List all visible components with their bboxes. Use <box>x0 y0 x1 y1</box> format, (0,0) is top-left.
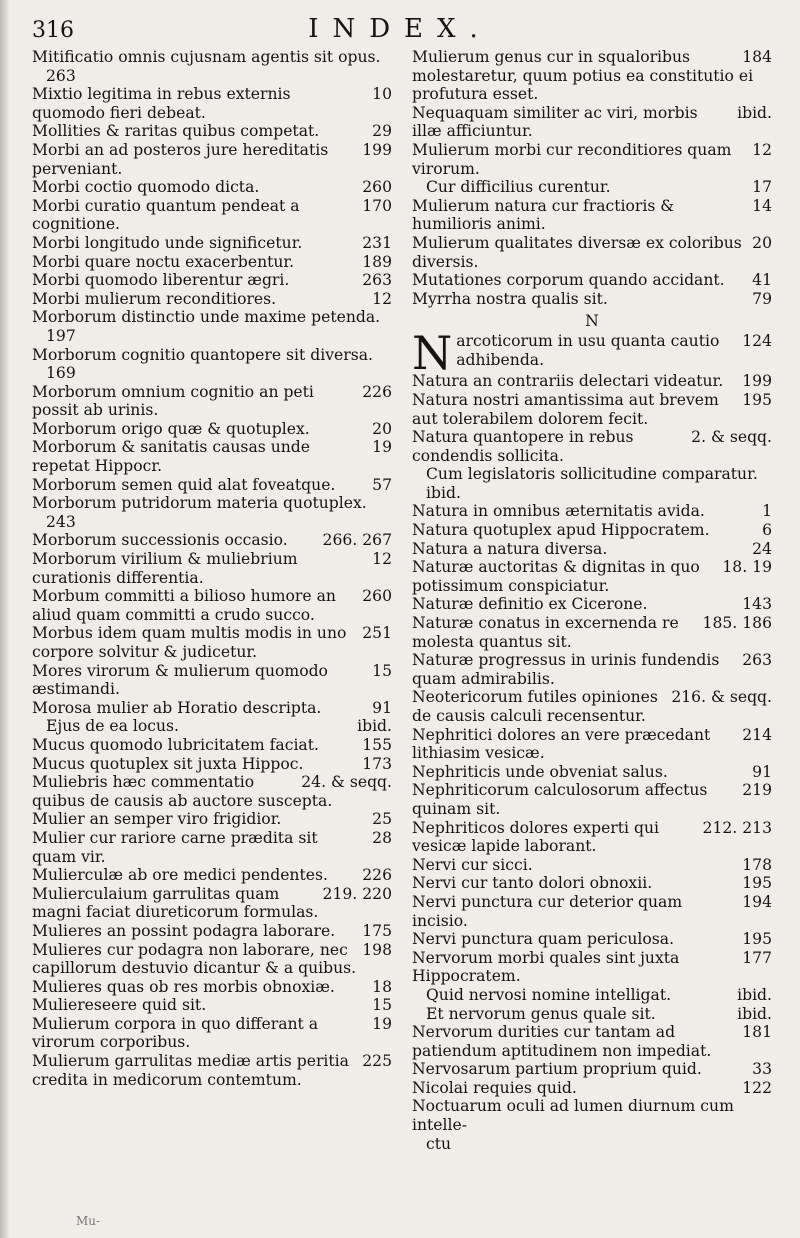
index-entry <box>412 521 772 540</box>
index-entry <box>412 141 772 178</box>
entry-text: Mulieres an possint podagra laborare. <box>32 921 336 940</box>
entry-page-ref: 219 <box>742 781 772 800</box>
entry-text: Nervi punctura cur deterior quam incisio. <box>412 892 683 930</box>
entry-page-ref: 29 <box>372 122 392 141</box>
index-entry <box>412 234 772 271</box>
entry-page-ref: 195 <box>742 930 772 949</box>
index-entry <box>32 197 392 234</box>
entry-text: Morborum distinctio unde maxime petenda. <box>32 308 381 327</box>
entry-text: Mulierum morbi cur reconditiores quam virorum. <box>412 140 732 178</box>
entry-page-ref: 20 <box>752 233 772 252</box>
entry-page-ref: 216. & seqq. <box>671 688 772 707</box>
entry-text: ctu <box>426 1134 452 1153</box>
index-entry <box>32 829 392 866</box>
entry-text: Morborum cognitio quantopere sit diversa. <box>32 345 373 364</box>
entry-text: 197 <box>46 326 76 345</box>
entry-page-ref: 185. 186 <box>702 614 772 633</box>
entry-text: Morborum virilium & muliebrium curationis differentia. <box>32 550 298 587</box>
index-entry <box>412 372 772 391</box>
entry-text: Natura nostri amantissima aut brevem aut tolerabilem dolorem fecit. <box>412 390 719 428</box>
index-entry <box>32 699 392 718</box>
index-entry <box>412 595 772 614</box>
entry-text: Mucus quotuplex sit juxta Hippoc. <box>32 754 304 773</box>
index-entry <box>412 326 772 381</box>
index-entry <box>412 614 772 651</box>
entry-page-ref: 124 <box>742 332 772 351</box>
entry-text: Mulierculæ ab ore medici pendentes. <box>32 866 328 885</box>
index-entry <box>32 587 392 624</box>
index-entry <box>412 763 772 782</box>
entry-text: Mulierum genus cur in squaloribus molestaretur, quum potius ea constitutio ei profutura esset. <box>412 48 754 104</box>
entry-page-ref: 260 <box>362 587 392 606</box>
entry-page-ref: 24 <box>752 539 772 558</box>
entry-text: Morosa mulier ab Horatio descripta. <box>32 698 322 717</box>
entry-text: Mulier an semper viro frigidior. <box>32 810 282 829</box>
drop-cap-letter: N <box>412 326 453 381</box>
index-entry <box>412 688 772 725</box>
entry-page-ref: 155 <box>362 735 392 754</box>
entry-text: Myrrha nostra qualis sit. <box>412 289 608 308</box>
entry-text: Morbus idem quam multis modis in uno corpore solvitur & judicetur. <box>32 624 347 661</box>
entry-text: Nephriticorum calculosorum affectus quinam sit. <box>412 781 708 818</box>
index-entry <box>412 540 772 559</box>
entry-page-ref: 189 <box>362 252 392 271</box>
entry-text: Naturæ progressus in urinis fundendis quam admirabilis. <box>412 651 720 688</box>
index-entry <box>412 949 772 986</box>
page-gutter-shadow <box>0 0 10 1238</box>
index-entry <box>32 736 392 755</box>
index-entry <box>32 662 392 699</box>
entry-page-ref: 15 <box>372 661 392 680</box>
entry-text: Et nervorum genus quale sit. <box>426 1004 656 1023</box>
entry-page-ref: 57 <box>372 475 392 494</box>
entry-text: Morbi quare noctu exacerbentur. <box>32 252 295 271</box>
entry-page-ref: 41 <box>752 271 772 290</box>
entry-page-ref: 199 <box>742 372 772 391</box>
entry-text: Mucus quomodo lubricitatem faciat. <box>32 735 319 754</box>
index-entry <box>32 420 392 439</box>
index-entry <box>32 978 392 997</box>
index-entry <box>32 438 392 475</box>
entry-page-ref: 225 <box>362 1052 392 1071</box>
index-entry <box>32 48 392 67</box>
entry-text: Mutationes corporum quando accidant. <box>412 271 725 290</box>
entry-page-ref: 18 <box>372 977 392 996</box>
entry-text: Morborum omnium cognitio an peti possit ab urinis. <box>32 382 314 420</box>
entry-page-ref: ibid. <box>737 985 772 1004</box>
entry-page-ref: 251 <box>362 624 392 643</box>
entry-page-ref: 214 <box>742 725 772 744</box>
entry-page-ref: 25 <box>372 810 392 829</box>
entry-text: Mulier cur rariore carne prædita sit quam vir. <box>32 828 318 866</box>
entry-text: 169 <box>46 364 76 383</box>
index-entry <box>32 550 392 587</box>
entry-text: Quid nervosi nomine intelligat. <box>426 985 672 1004</box>
right-column-n-entries <box>412 326 772 1153</box>
entry-page-ref: 91 <box>752 762 772 781</box>
entry-text: Mulieres quas ob res morbis obnoxiæ. <box>32 977 335 996</box>
entry-text: Nephriticos dolores experti qui vesicæ lapide laborant. <box>412 818 659 856</box>
entry-text: Nephritici dolores an vere præcedant lithiasim vesicæ. <box>412 725 711 763</box>
entry-page-ref: 15 <box>372 996 392 1015</box>
entry-page-ref: 198 <box>362 940 392 959</box>
entry-page-ref: 195 <box>742 390 772 409</box>
entry-page-ref: 226 <box>362 866 392 885</box>
entry-text: Nervosarum partium proprium quid. <box>412 1060 702 1079</box>
index-entry <box>32 866 392 885</box>
entry-page-ref: 143 <box>742 595 772 614</box>
right-index-column <box>412 48 772 1153</box>
entry-page-ref: 17 <box>752 178 772 197</box>
index-entry <box>412 1060 772 1079</box>
right-column-m-entries <box>412 48 772 308</box>
index-entry <box>32 1052 392 1089</box>
entry-page-ref: 28 <box>372 828 392 847</box>
index-entry <box>412 819 772 856</box>
entry-page-ref: 199 <box>362 140 392 159</box>
entry-text: Morbi coctio quomodo dicta. <box>32 178 260 197</box>
entry-text: Muliereseere quid sit. <box>32 996 207 1015</box>
entry-text: Mulierculaium garrulitas quam magni faciat diureticorum formulas. <box>32 884 319 922</box>
index-entry <box>412 465 772 502</box>
entry-page-ref: ibid. <box>357 717 392 736</box>
entry-text: Muliebris hæc commentatio quibus de causis ab auctore suscepta. <box>32 773 333 810</box>
index-entry <box>32 922 392 941</box>
entry-page-ref: 263 <box>362 271 392 290</box>
entry-text: Nervi cur tanto dolori obnoxii. <box>412 874 653 893</box>
entry-page-ref: 2. & seqq. <box>691 428 772 447</box>
index-entry <box>32 308 392 327</box>
index-entry <box>32 141 392 178</box>
entry-page-ref: 177 <box>742 948 772 967</box>
index-entry <box>32 755 392 774</box>
catchword: Mu- <box>76 1214 101 1228</box>
entry-page-ref: 181 <box>742 1023 772 1042</box>
entry-text: Neotericorum futiles opiniones de causis calculi recensentur. <box>412 688 658 725</box>
entry-page-ref: 91 <box>372 698 392 717</box>
entry-page-ref: 194 <box>742 892 772 911</box>
entry-text: Morbi curatio quantum pendeat a cognitione. <box>32 196 300 234</box>
entry-text: Mulieres cur podagra non laborare, nec capillorum destuvio dicantur & a quibus. <box>32 940 357 978</box>
index-entry <box>32 383 392 420</box>
index-entry <box>412 651 772 688</box>
entry-text: Naturæ definitio ex Cicerone. <box>412 595 648 614</box>
entry-text: Naturæ conatus in excernenda re molesta quantus sit. <box>412 614 679 651</box>
index-entry <box>412 558 772 595</box>
entry-page-ref: 173 <box>362 754 392 773</box>
entry-page-ref: 19 <box>372 438 392 457</box>
entry-page-ref: 19 <box>372 1014 392 1033</box>
index-entry <box>32 122 392 141</box>
index-entry <box>412 856 772 875</box>
index-entry <box>412 290 772 309</box>
index-entry <box>32 996 392 1015</box>
index-entry <box>32 253 392 272</box>
index-entry <box>412 197 772 234</box>
section-letter-heading: N <box>585 312 599 331</box>
index-entry <box>412 893 772 930</box>
entry-text: Nephriticis unde obveniat salus. <box>412 762 668 781</box>
entry-text: Morborum putridorum materia quotuplex. <box>32 494 367 513</box>
index-entry <box>32 810 392 829</box>
entry-text: arcoticorum in usu quanta cautio adhibenda. <box>456 332 720 369</box>
entry-page-ref: 184 <box>742 48 772 66</box>
index-entry <box>412 874 772 893</box>
index-entry <box>412 48 772 104</box>
running-head-title: INDEX. <box>308 14 492 44</box>
entry-text: Mores virorum & mulierum quomodo æstimandi. <box>32 661 328 699</box>
entry-page-ref: 10 <box>372 85 392 104</box>
entry-text: Mulierum qualitates diversæ ex coloribus diversis. <box>412 233 742 271</box>
entry-text: Morborum semen quid alat foveatque. <box>32 475 336 494</box>
index-entry <box>32 885 392 922</box>
entry-text: Nervi punctura quam periculosa. <box>412 930 675 949</box>
index-entry <box>32 494 392 513</box>
index-entry <box>32 85 392 122</box>
entry-page-ref: 79 <box>752 289 772 308</box>
entry-text: Mulierum natura cur fractioris & humilioris animi. <box>412 196 675 234</box>
index-entry <box>32 624 392 661</box>
entry-page-ref: 12 <box>372 550 392 569</box>
entry-text: Nervorum morbi quales sint juxta Hippocratem. <box>412 948 680 986</box>
entry-page-ref: 226 <box>362 382 392 401</box>
entry-page-ref: 6 <box>762 521 772 540</box>
entry-text: Cur difficilius curentur. <box>426 178 611 197</box>
index-entry <box>32 773 392 810</box>
index-entry <box>32 346 392 365</box>
entry-page-ref: ibid. <box>737 103 772 122</box>
index-entry <box>412 1079 772 1098</box>
entry-text: Morborum origo quæ & quotuplex. <box>32 419 310 438</box>
index-entry <box>32 1015 392 1052</box>
index-entry <box>32 476 392 495</box>
index-entry <box>32 717 392 736</box>
entry-page-ref: 20 <box>372 419 392 438</box>
entry-page-ref: 18. 19 <box>722 558 772 577</box>
index-entry <box>412 1097 772 1134</box>
entry-text: Natura in omnibus æternitatis avida. <box>412 502 705 521</box>
entry-text: Cum legislatoris sollicitudine comparatur. ibid. <box>426 465 758 502</box>
index-entry <box>412 930 772 949</box>
index-entry <box>412 1023 772 1060</box>
entry-text: Nicolai requies quid. <box>412 1078 577 1097</box>
entry-text: Natura an contrariis delectari videatur. <box>412 372 724 391</box>
entry-text: Mulierum corpora in quo differant a virorum corporibus. <box>32 1014 319 1052</box>
index-entry <box>32 67 392 86</box>
entry-page-ref: 12 <box>372 289 392 308</box>
index-entry <box>412 178 772 197</box>
entry-text: Mixtio legitima in rebus externis quomodo fieri debeat. <box>32 85 291 122</box>
entry-text: Morbi quomodo liberentur ægri. <box>32 271 290 290</box>
entry-text: Nequaquam similiter ac viri, morbis illæ afficiuntur. <box>412 103 698 141</box>
entry-text: Mitificatio omnis cujusnam agentis sit opus. <box>32 48 381 66</box>
entry-page-ref: 175 <box>362 921 392 940</box>
entry-page-ref: 178 <box>742 855 772 874</box>
entry-page-ref: 24. & seqq. <box>301 773 392 792</box>
index-entry <box>32 513 392 532</box>
entry-text: Morbi mulierum reconditiores. <box>32 289 277 308</box>
entry-text: Mulierum garrulitas mediæ artis peritia credita in medicorum contemtum. <box>32 1052 349 1089</box>
entry-page-ref: 260 <box>362 178 392 197</box>
entry-page-ref: 12 <box>752 140 772 159</box>
index-entry <box>412 1005 772 1024</box>
entry-text: Morbi longitudo unde significetur. <box>32 233 303 252</box>
index-entry <box>32 290 392 309</box>
entry-page-ref: 33 <box>752 1060 772 1079</box>
entry-page-ref: 212. 213 <box>702 818 772 837</box>
entry-text: 263 <box>46 66 76 85</box>
index-entry <box>412 104 772 141</box>
index-entry <box>412 502 772 521</box>
entry-page-ref: ibid. <box>737 1004 772 1023</box>
entry-text: Nervi cur sicci. <box>412 855 533 874</box>
page-number: 316 <box>32 18 74 43</box>
index-entry <box>412 986 772 1005</box>
entry-text: Noctuarum oculi ad lumen diurnum cum intelle- <box>412 1097 734 1135</box>
entry-page-ref: 14 <box>752 196 772 215</box>
entry-text: Morbi an ad posteros jure hereditatis perveniant. <box>32 140 329 178</box>
index-entry <box>32 271 392 290</box>
entry-page-ref: 195 <box>742 874 772 893</box>
entry-page-ref: 266. 267 <box>322 531 392 550</box>
index-entry <box>412 428 772 465</box>
entry-page-ref: 122 <box>742 1078 772 1097</box>
entry-text: Ejus de ea locus. <box>46 717 179 736</box>
entry-page-ref: 219. 220 <box>322 884 392 903</box>
index-entry <box>412 271 772 290</box>
entry-text: Natura a natura diversa. <box>412 539 608 558</box>
entry-text: Nervorum durities cur tantam ad patiendum aptitudinem non impediat. <box>412 1023 712 1060</box>
index-entry <box>32 327 392 346</box>
entry-text: Morbum committi a bilioso humore an aliud quam committi a crudo succo. <box>32 587 336 624</box>
entry-page-ref: 263 <box>742 651 772 670</box>
index-entry <box>32 364 392 383</box>
entry-text: Natura quotuplex apud Hippocratem. <box>412 521 710 540</box>
entry-text: Morborum successionis occasio. <box>32 531 288 550</box>
index-entry <box>32 178 392 197</box>
entry-text: Naturæ auctoritas & dignitas in quo potissimum conspiciatur. <box>412 558 700 595</box>
entry-text: 243 <box>46 512 76 531</box>
entry-text: Morborum & sanitatis causas unde repetat Hippocr. <box>32 438 310 476</box>
index-entry <box>32 234 392 253</box>
index-entry <box>412 781 772 818</box>
index-entry <box>412 391 772 428</box>
entry-page-ref: 170 <box>362 196 392 215</box>
entry-text: Natura quantopere in rebus condendis sollicita. <box>412 428 634 465</box>
left-index-column <box>32 48 392 1089</box>
index-entry <box>32 941 392 978</box>
index-entry <box>412 726 772 763</box>
entry-page-ref: 1 <box>762 502 772 521</box>
index-entry <box>412 1135 772 1154</box>
entry-text: Mollities & raritas quibus competat. <box>32 122 320 141</box>
index-entry <box>32 531 392 550</box>
entry-page-ref: 231 <box>362 233 392 252</box>
